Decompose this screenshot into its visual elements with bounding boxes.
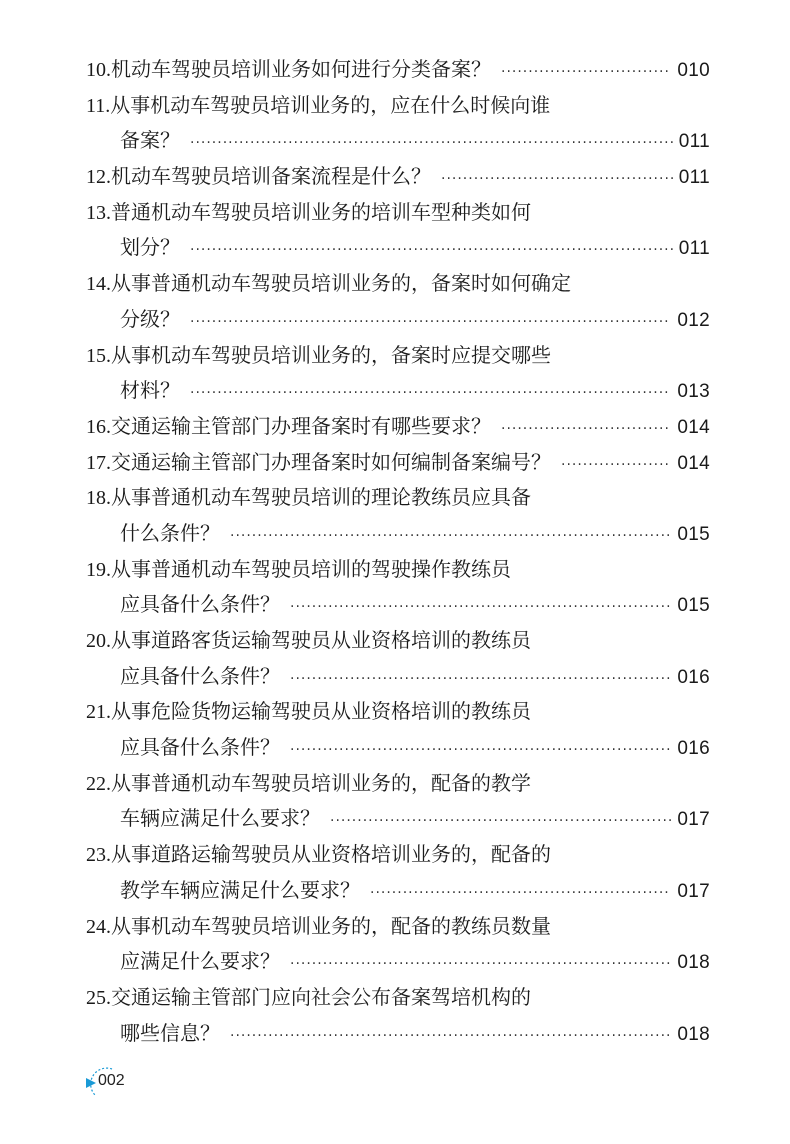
toc-entry-title: 应具备什么条件？ [120, 735, 280, 760]
toc-entry[interactable] [86, 52, 710, 88]
toc-entry-title: 从事机动车驾驶员培训业务的，配备的教练员数量 [111, 913, 551, 938]
toc-entry-number: 24. [86, 915, 111, 938]
dot-leader [330, 804, 671, 840]
page-footer [82, 1066, 142, 1102]
toc-entry-page: 013 [677, 381, 710, 403]
toc-entry-title: 交通运输主管部门办理备案时有哪些要求？ [111, 413, 491, 438]
toc-entry-page: 018 [677, 952, 710, 974]
toc-entry[interactable] [86, 88, 710, 159]
page-number: 002 [98, 1072, 125, 1089]
toc-entry-page: 016 [677, 666, 710, 688]
toc-entry-title: 从事普通机动车驾驶员培训的驾驶操作教练员 [111, 556, 511, 581]
toc-entry-number: 16. [86, 415, 111, 438]
toc-entry[interactable] [86, 909, 710, 980]
toc-entry-title: 什么条件？ [120, 520, 220, 545]
dot-leader [501, 55, 671, 91]
toc-entry[interactable] [86, 445, 710, 481]
toc-entry-page: 015 [677, 523, 710, 545]
toc-entry-title: 普通机动车驾驶员培训业务的培训车型种类如何 [111, 199, 531, 224]
toc-entry-number: 22. [86, 772, 111, 795]
toc-entry-number: 12. [86, 166, 111, 189]
toc-entry[interactable] [86, 552, 710, 623]
toc-entry-title: 从事危险货物运输驾驶员从业资格培训的教练员 [111, 699, 531, 724]
dot-leader [230, 519, 671, 555]
toc-entry-title: 分级？ [120, 306, 180, 331]
toc-entry[interactable] [86, 623, 710, 694]
toc-entry-title: 备案？ [120, 128, 180, 153]
toc-entry-title: 应满足什么要求？ [120, 949, 280, 974]
dot-leader [190, 126, 673, 162]
toc-entry-title: 从事道路客货运输驾驶员从业资格培训的教练员 [111, 628, 531, 652]
toc-entry-number: 15. [86, 344, 111, 367]
dot-leader [370, 876, 671, 912]
toc-entry[interactable] [86, 266, 710, 337]
toc-entry-title: 机动车驾驶员培训业务如何进行分类备案？ [111, 57, 491, 81]
dot-leader [190, 305, 671, 341]
dot-leader [290, 947, 671, 983]
toc-entry-page: 011 [678, 238, 710, 260]
toc-entry-page: 015 [677, 595, 710, 617]
dot-leader [190, 233, 673, 269]
toc-entry-number: 20. [86, 630, 111, 652]
toc-entry-page: 017 [677, 809, 710, 831]
table-of-contents [86, 52, 710, 1051]
toc-entry[interactable] [86, 480, 710, 551]
toc-entry-title: 教学车辆应满足什么要求？ [120, 877, 360, 902]
toc-entry-number: 17. [86, 451, 111, 474]
toc-entry-title: 应具备什么条件？ [120, 663, 280, 688]
toc-entry-title: 从事机动车驾驶员培训业务的，应在什么时候向谁 [110, 92, 551, 117]
toc-entry[interactable] [86, 159, 710, 195]
toc-entry-page: 010 [677, 60, 710, 81]
toc-entry-page: 011 [678, 167, 710, 189]
toc-entry[interactable] [86, 694, 710, 765]
toc-entry-number: 23. [86, 844, 111, 867]
toc-entry-title: 从事普通机动车驾驶员培训业务的，备案时如何确定 [111, 271, 571, 296]
dot-leader [230, 1019, 671, 1055]
toc-entry-number: 11. [86, 94, 111, 117]
toc-entry-title: 从事普通机动车驾驶员培训业务的，配备的教学 [111, 770, 531, 795]
toc-entry-page: 017 [677, 880, 710, 902]
dot-leader [441, 162, 673, 198]
toc-entry-title: 机动车驾驶员培训备案流程是什么？ [111, 164, 431, 189]
toc-entry[interactable] [86, 837, 710, 908]
toc-entry-title: 应具备什么条件？ [120, 592, 280, 617]
toc-entry-title: 哪些信息？ [120, 1020, 220, 1045]
toc-entry-page: 011 [678, 131, 710, 153]
toc-entry[interactable] [86, 766, 710, 837]
toc-entry-number: 21. [86, 701, 111, 724]
dot-leader [190, 376, 671, 412]
toc-entry-title: 交通运输主管部门应向社会公布备案驾培机构的 [111, 984, 531, 1009]
toc-entry-title: 划分？ [120, 235, 180, 260]
toc-entry-title: 材料？ [120, 378, 180, 403]
toc-entry-page: 014 [677, 416, 710, 438]
toc-entry[interactable] [86, 980, 710, 1051]
toc-entry-title: 从事普通机动车驾驶员培训的理论教练员应具备 [111, 485, 531, 510]
dot-leader [290, 733, 671, 769]
toc-entry-number: 14. [86, 273, 111, 296]
toc-entry[interactable] [86, 195, 710, 266]
toc-entry[interactable] [86, 338, 710, 409]
toc-entry-number: 18. [86, 487, 111, 510]
toc-entry-number: 13. [86, 201, 111, 224]
toc-entry-title: 车辆应满足什么要求？ [120, 806, 320, 831]
dot-leader [561, 448, 671, 484]
dot-leader [501, 412, 671, 448]
toc-entry-page: 012 [677, 309, 710, 331]
toc-entry[interactable] [86, 409, 710, 445]
toc-entry-page: 018 [677, 1023, 710, 1045]
toc-entry-title: 交通运输主管部门办理备案时如何编制备案编号？ [111, 449, 551, 474]
toc-entry-title: 从事机动车驾驶员培训业务的，备案时应提交哪些 [111, 342, 551, 367]
toc-entry-number: 19. [86, 558, 111, 581]
dot-leader [290, 590, 671, 626]
toc-entry-page: 016 [677, 738, 710, 760]
dot-leader [290, 662, 671, 698]
toc-entry-page: 014 [677, 452, 710, 474]
toc-entry-title: 从事道路运输驾驶员从业资格培训业务的，配备的 [111, 842, 551, 867]
toc-entry-number: 10. [86, 59, 111, 81]
toc-entry-number: 25. [86, 986, 111, 1009]
